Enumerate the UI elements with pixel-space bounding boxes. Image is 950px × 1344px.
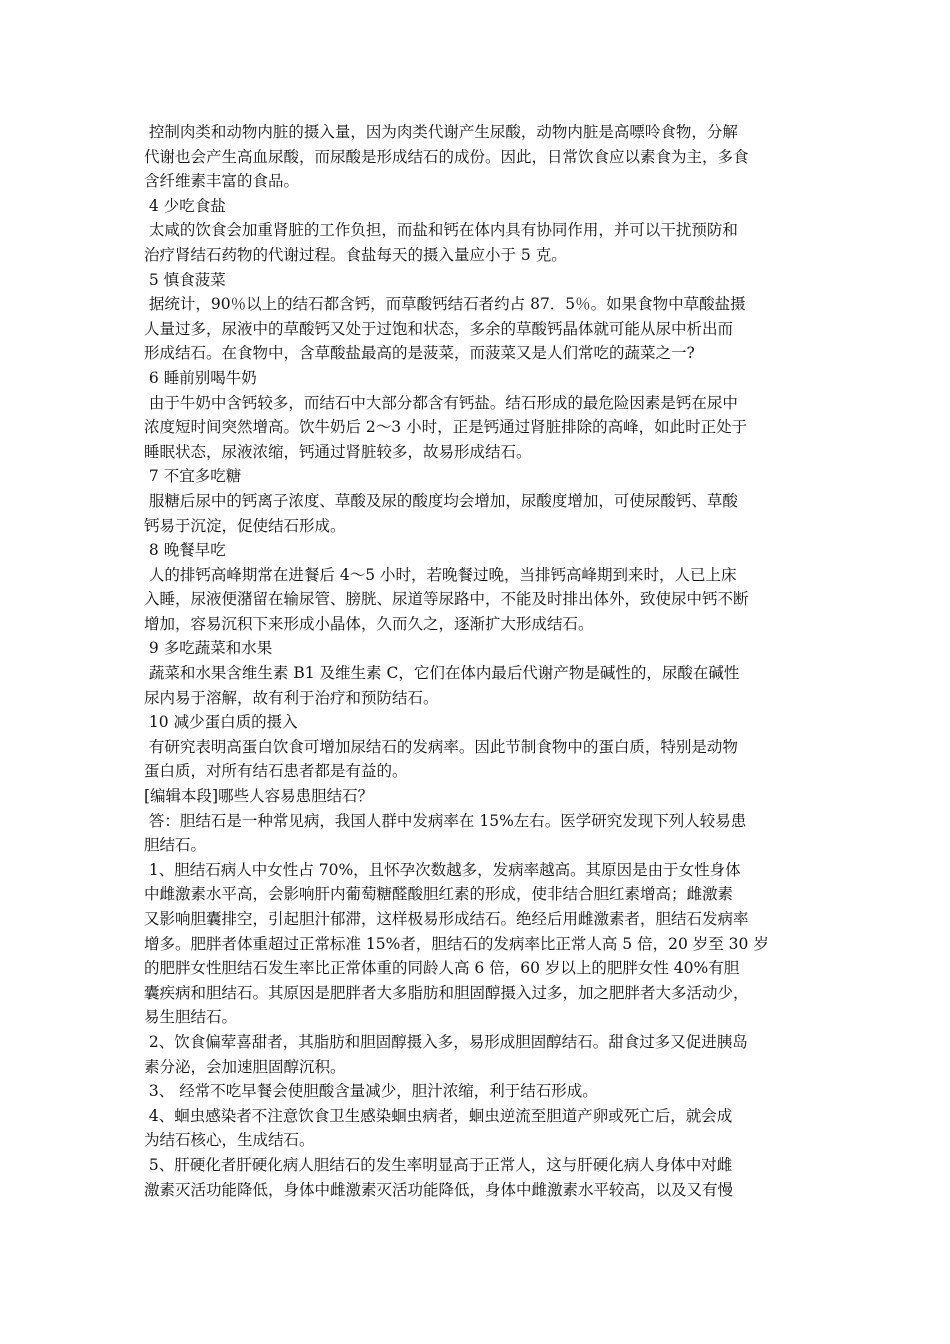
text-line: 为结石核心，生成结石。 [144, 1131, 315, 1150]
text-line: 蛋白质，对所有结石患者都是有益的。 [144, 762, 408, 781]
section-heading: 6 睡前别喝牛奶 [144, 368, 257, 387]
text-line: 人的排钙高峰期常在进餐后 4～5 小时，若晚餐过晚，当排钙高峰期到来时，人已上床 [144, 565, 737, 584]
text-line: 据统计，90％以上的结石都含钙，而草酸钙结石者约占 87．5％。如果食物中草酸盐摄 [144, 295, 746, 314]
text-line: 囊疾病和胆结石。其原因是肥胖者大多脂肪和胆固醇摄入过多，加之肥胖者大多活动少， [144, 983, 749, 1002]
text-line: 太咸的饮食会加重肾脏的工作负担，而盐和钙在体内具有协同作用，并可以干扰预防和 [144, 221, 738, 240]
text-line: 又影响胆囊排空，引起胆汁郁滞，这样极易形成结石。绝经后用雌激素者，胆结石发病率 [144, 910, 749, 928]
text-line: 含纤维素丰富的食品。 [144, 172, 300, 191]
text-line: 睡眠状态，尿液浓缩，钙通过肾脏较多，故易形成结石。 [144, 442, 532, 461]
text-line: 控制肉类和动物内脏的摄入量，因为肉类代谢产生尿酸，动物内脏是高嘌呤食物，分解 [144, 123, 738, 141]
text-line: 素分泌，会加速胆固醇沉积。 [144, 1057, 346, 1076]
section-heading: 7 不宜多吃糖 [144, 467, 242, 486]
section-heading: 8 晚餐早吃 [144, 541, 226, 560]
text-line: 蔬菜和水果含维生素 B1 及维生素 C，它们在体内最后代谢产物是碱性的，尿酸在碱性 [144, 664, 740, 683]
text-line: 钙易于沉淀，促使结石形成。 [144, 516, 346, 535]
section-heading: 4 少吃食盐 [144, 196, 226, 215]
text-line: 中雌激素水平高，会影响肝内葡萄糖醛酸胆红素的形成，使非结合胆红素增高；雌激素 [144, 885, 734, 904]
text-line: 人量过多，尿液中的草酸钙又处于过饱和状态，多余的草酸钙晶体就可能从尿中析出而 [144, 319, 734, 338]
text-line: 易生胆结石。 [144, 1008, 238, 1027]
text-line: 1、胆结石病人中女性占 70%，且怀孕次数越多，发病率越高。其原因是由于女性身体 [144, 860, 741, 879]
text-line: 服糖后尿中的钙离子浓度、草酸及尿的酸度均会增加，尿酸度增加，可使尿酸钙、草酸 [144, 491, 738, 510]
text-line: 激素灭活功能降低，身体中雌激素灭活功能降低，身体中雌激素水平较高，以及又有慢 [144, 1180, 734, 1199]
text-line: 增加，容易沉积下来形成小晶体，久而久之，逐渐扩大形成结石。 [144, 614, 594, 633]
section-heading: [编辑本段]哪些人容易患胆结石？ [144, 787, 374, 806]
text-line: 5、肝硬化者肝硬化病人胆结石的发生率明显高于正常人，这与肝硬化病人身体中对雌 [144, 1155, 733, 1174]
text-line: 答：胆结石是一种常见病，我国人群中发病率在 15%左右。医学研究发现下列人较易患 [144, 811, 747, 830]
text-line: 由于牛奶中含钙较多，而结石中大部分都含有钙盐。结石形成的最危险因素是钙在尿中 [144, 393, 738, 412]
section-heading: 10 减少蛋白质的摄入 [144, 713, 298, 732]
text-line: 浓度短时间突然增高。饮牛奶后 2～3 小时，正是钙通过肾脏排除的高峰，如此时正处于 [144, 418, 748, 437]
text-line: 代谢也会产生高血尿酸，而尿酸是形成结石的成份。因此，日常饮食应以素食为主，多食 [144, 147, 749, 166]
text-line: 3、 经常不吃早餐会使胆酸含量减少，胆汁浓缩，利于结石形成。 [144, 1082, 598, 1101]
text-line: 入睡，尿液便潴留在输尿管、膀胱、尿道等尿路中，不能及时排出体外，致使尿中钙不断 [144, 590, 749, 609]
text-line: 2、饮食偏荤喜甜者，其脂肪和胆固醇摄入多，易形成胆固醇结石。甜食过多又促进胰岛 [144, 1032, 748, 1051]
text-line: 的肥胖女性胆结石发生率比正常体重的同龄人高 6 倍，60 岁以上的肥胖女性 40%有胆 [144, 959, 740, 978]
section-heading: 9 多吃蔬菜和水果 [144, 639, 273, 658]
text-line: 4、蛔虫感染者不注意饮食卫生感染蛔虫病者，蛔虫逆流至胆道产卵或死亡后，就会成 [144, 1106, 733, 1125]
document-page [144, 120, 812, 1202]
text-line: 增多。肥胖者体重超过正常标准 15%者，胆结石的发病率比正常人高 5 倍，20 岁至 30 岁 [144, 934, 769, 953]
text-line: 有研究表明高蛋白饮食可增加尿结石的发病率。因此节制食物中的蛋白质，特别是动物 [144, 737, 738, 756]
text-line: 胆结石。 [144, 836, 207, 855]
section-heading: 5 慎食菠菜 [144, 270, 226, 289]
text-line: 治疗肾结石药物的代谢过程。食盐每天的摄入量应小于 5 克。 [144, 245, 567, 264]
text-line: 形成结石。在食物中，含草酸盐最高的是菠菜，而菠菜又是人们常吃的蔬菜之一? [144, 344, 695, 363]
text-line: 尿内易于溶解，故有利于治疗和预防结石。 [144, 688, 439, 707]
